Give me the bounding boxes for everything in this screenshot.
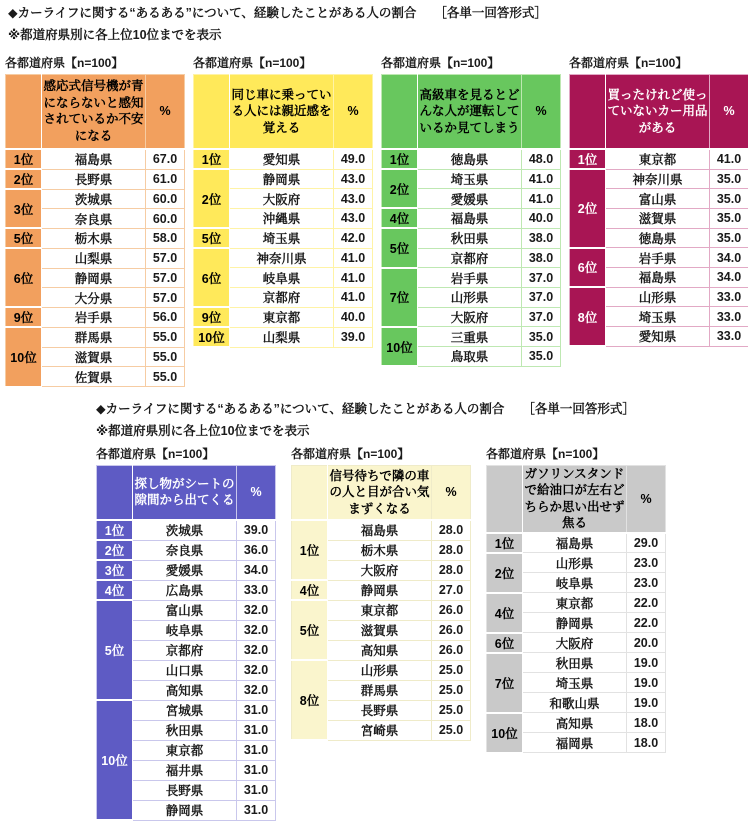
prefecture-cell: 埼玉県 [418, 169, 522, 189]
prefecture-cell: 山形県 [523, 553, 627, 573]
prefecture-cell: 奈良県 [42, 209, 146, 229]
value-cell: 41.0 [522, 189, 561, 209]
report-note: ※都道府県別に各上位10位までを表示 [8, 28, 222, 43]
answer-format-label: ［各単一回答形式］ [434, 6, 547, 20]
value-cell: 67.0 [146, 149, 185, 169]
rank-column-header [487, 465, 523, 533]
rank-column-header [570, 74, 606, 149]
table-row [292, 660, 471, 680]
rank-cell: 2位 [570, 169, 606, 248]
rank-cell: 1位 [292, 520, 328, 580]
rank-cell: 10位 [97, 700, 133, 820]
value-cell: 41.0 [710, 149, 748, 169]
rank-cell: 1位 [6, 149, 42, 169]
table-row [487, 533, 666, 553]
prefecture-cell: 愛媛県 [418, 189, 522, 209]
rank-cell: 10位 [194, 327, 230, 347]
ranking-table-block [486, 446, 665, 754]
value-cell: 19.0 [627, 673, 666, 693]
value-cell: 38.0 [522, 228, 561, 248]
rank-cell: 9位 [6, 307, 42, 327]
table-row [487, 553, 666, 573]
value-cell: 55.0 [146, 367, 185, 387]
value-cell: 19.0 [627, 693, 666, 713]
value-cell: 40.0 [522, 208, 561, 228]
table-row [6, 307, 185, 327]
value-cell: 43.0 [334, 169, 373, 189]
prefecture-cell: 福島県 [523, 533, 627, 553]
value-cell: 25.0 [432, 720, 471, 740]
value-cell: 39.0 [334, 327, 373, 347]
prefecture-cell: 鳥取県 [418, 347, 522, 367]
value-cell: 35.0 [710, 228, 748, 248]
prefecture-cell: 京都府 [133, 640, 237, 660]
table-row [382, 228, 561, 248]
report-title: ◆カーライフに関する“あるある”について、経験したことがある人の割合 [8, 6, 417, 20]
table-row [97, 700, 276, 720]
table-row [382, 169, 561, 189]
prefecture-cell: 高知県 [328, 640, 432, 660]
value-cell: 40.0 [334, 307, 373, 327]
value-cell: 32.0 [237, 680, 276, 700]
value-cell: 34.0 [237, 560, 276, 580]
table-row [292, 520, 471, 540]
prefecture-cell: 愛知県 [606, 327, 710, 347]
rank-cell: 10位 [382, 327, 418, 366]
prefecture-cell: 秋田県 [523, 653, 627, 673]
prefecture-cell: 滋賀県 [42, 347, 146, 367]
value-cell: 26.0 [432, 600, 471, 620]
rank-cell: 6位 [570, 248, 606, 287]
section-title-row [96, 401, 746, 417]
value-cell: 35.0 [710, 189, 748, 209]
panel-label: 各都道府県【n=100】 [486, 446, 605, 461]
prefecture-cell: 佐賀県 [42, 367, 146, 387]
value-cell: 60.0 [146, 189, 185, 209]
prefecture-cell: 東京都 [523, 593, 627, 613]
rank-cell: 10位 [6, 327, 42, 386]
rank-cell: 5位 [194, 228, 230, 248]
rank-cell: 1位 [487, 533, 523, 553]
table-row [97, 580, 276, 600]
rank-cell: 2位 [382, 169, 418, 208]
prefecture-cell: 富山県 [133, 600, 237, 620]
prefecture-cell: 宮城県 [133, 700, 237, 720]
prefecture-cell: 山形県 [328, 660, 432, 680]
rank-cell: 1位 [570, 149, 606, 169]
rank-cell: 3位 [6, 189, 42, 228]
prefecture-cell: 静岡県 [42, 268, 146, 288]
value-cell: 41.0 [522, 169, 561, 189]
prefecture-cell: 山梨県 [230, 327, 334, 347]
table-row [487, 653, 666, 673]
value-cell: 29.0 [627, 533, 666, 553]
value-cell: 31.0 [237, 780, 276, 800]
table-row [6, 248, 185, 268]
rank-cell: 3位 [97, 560, 133, 580]
question-header: 探し物がシートの隙間から出てくる [133, 465, 237, 520]
prefecture-cell: 長野県 [42, 169, 146, 189]
prefecture-cell: 岩手県 [418, 268, 522, 288]
rank-cell: 4位 [487, 593, 523, 633]
ranking-table-block [569, 55, 748, 348]
prefecture-cell: 群馬県 [42, 327, 146, 347]
prefecture-cell: 岩手県 [606, 248, 710, 268]
prefecture-cell: 東京都 [133, 740, 237, 760]
value-cell: 60.0 [146, 209, 185, 229]
value-cell: 25.0 [432, 660, 471, 680]
prefecture-cell: 高知県 [133, 680, 237, 700]
value-cell: 28.0 [432, 560, 471, 580]
table-row [6, 228, 185, 248]
percent-header: % [237, 465, 276, 520]
question-header: ガソリンスタンドで給油口が左右どちらか思い出せず焦る [523, 465, 627, 533]
prefecture-cell: 大阪府 [418, 307, 522, 327]
table-row [194, 307, 373, 327]
value-cell: 42.0 [334, 228, 373, 248]
prefecture-cell: 茨城県 [133, 520, 237, 540]
ranking-table [193, 74, 373, 349]
prefecture-cell: 静岡県 [523, 613, 627, 633]
value-cell: 34.0 [710, 267, 748, 287]
value-cell: 23.0 [627, 553, 666, 573]
value-cell: 55.0 [146, 347, 185, 367]
prefecture-cell: 滋賀県 [328, 620, 432, 640]
prefecture-cell: 神奈川県 [230, 248, 334, 268]
prefecture-cell: 長野県 [133, 780, 237, 800]
prefecture-cell: 高知県 [523, 713, 627, 733]
table-row [97, 540, 276, 560]
section-bottom [96, 401, 746, 821]
prefecture-cell: 福島県 [418, 208, 522, 228]
table-row [194, 248, 373, 268]
question-header: 高級車を見るとどんな人が運転しているか見てしまう [418, 74, 522, 149]
value-cell: 28.0 [432, 520, 471, 540]
prefecture-cell: 東京都 [230, 307, 334, 327]
ranking-table-block [381, 55, 560, 368]
prefecture-cell: 神奈川県 [606, 169, 710, 189]
rank-cell: 2位 [6, 169, 42, 189]
table-row [382, 327, 561, 347]
value-cell: 49.0 [334, 149, 373, 169]
table-row [97, 600, 276, 620]
value-cell: 31.0 [237, 700, 276, 720]
value-cell: 25.0 [432, 700, 471, 720]
ranking-table [381, 74, 561, 368]
prefecture-cell: 大阪府 [230, 189, 334, 209]
panel-label: 各都道府県【n=100】 [5, 55, 124, 70]
prefecture-cell: 静岡県 [133, 800, 237, 820]
prefecture-cell: 徳島県 [606, 228, 710, 248]
value-cell: 31.0 [237, 720, 276, 740]
value-cell: 39.0 [237, 520, 276, 540]
value-cell: 28.0 [432, 540, 471, 560]
value-cell: 33.0 [710, 307, 748, 327]
prefecture-cell: 長野県 [328, 700, 432, 720]
prefecture-cell: 京都府 [418, 248, 522, 268]
value-cell: 31.0 [237, 760, 276, 780]
percent-header: % [627, 465, 666, 533]
table-row [6, 169, 185, 189]
question-header: 感応式信号機が青にならないと感知されているか不安になる [42, 74, 146, 149]
prefecture-cell: 大阪府 [523, 633, 627, 653]
value-cell: 20.0 [627, 633, 666, 653]
prefecture-cell: 富山県 [606, 189, 710, 209]
value-cell: 56.0 [146, 307, 185, 327]
prefecture-cell: 福井県 [133, 760, 237, 780]
rank-cell: 6位 [6, 248, 42, 307]
prefecture-cell: 静岡県 [328, 580, 432, 600]
value-cell: 35.0 [710, 169, 748, 189]
prefecture-cell: 東京都 [328, 600, 432, 620]
prefecture-cell: 京都府 [230, 287, 334, 307]
rank-column-header [382, 74, 418, 149]
value-cell: 32.0 [237, 620, 276, 640]
prefecture-cell: 福島県 [606, 267, 710, 287]
prefecture-cell: 静岡県 [230, 169, 334, 189]
table-row [487, 633, 666, 653]
value-cell: 32.0 [237, 600, 276, 620]
prefecture-cell: 岩手県 [42, 307, 146, 327]
value-cell: 26.0 [432, 640, 471, 660]
value-cell: 34.0 [710, 248, 748, 268]
value-cell: 38.0 [522, 248, 561, 268]
value-cell: 32.0 [237, 640, 276, 660]
rank-cell: 8位 [570, 287, 606, 346]
table-row [194, 169, 373, 189]
value-cell: 37.0 [522, 307, 561, 327]
value-cell: 33.0 [237, 580, 276, 600]
value-cell: 32.0 [237, 660, 276, 680]
value-cell: 41.0 [334, 287, 373, 307]
question-header: 信号待ちで隣の車の人と目が合い気まずくなる [328, 465, 432, 520]
value-cell: 41.0 [334, 248, 373, 268]
rank-cell: 7位 [382, 268, 418, 327]
prefecture-cell: 福島県 [42, 149, 146, 169]
rank-cell: 7位 [487, 653, 523, 713]
ranking-table-block [5, 55, 184, 388]
table-row [292, 580, 471, 600]
prefecture-cell: 愛媛県 [133, 560, 237, 580]
value-cell: 27.0 [432, 580, 471, 600]
ranking-table-block [193, 55, 372, 349]
ranking-table [96, 465, 276, 822]
table-row [570, 149, 748, 169]
value-cell: 35.0 [522, 327, 561, 347]
prefecture-cell: 沖縄県 [230, 208, 334, 228]
table-row [194, 228, 373, 248]
table-row [487, 713, 666, 733]
prefecture-cell: 福岡県 [523, 733, 627, 753]
prefecture-cell: 埼玉県 [523, 673, 627, 693]
value-cell: 18.0 [627, 733, 666, 753]
rank-cell: 9位 [194, 307, 230, 327]
rank-cell: 1位 [97, 520, 133, 540]
report-title: ◆カーライフに関する“あるある”について、経験したことがある人の割合 [96, 402, 505, 416]
table-row [6, 189, 185, 209]
prefecture-cell: 徳島県 [418, 149, 522, 169]
value-cell: 57.0 [146, 268, 185, 288]
percent-header: % [710, 74, 748, 149]
value-cell: 25.0 [432, 680, 471, 700]
report-note: ※都道府県別に各上位10位までを表示 [96, 424, 310, 439]
percent-header: % [146, 74, 185, 149]
value-cell: 31.0 [237, 740, 276, 760]
prefecture-cell: 滋賀県 [606, 208, 710, 228]
ranking-table [486, 465, 666, 754]
ranking-table [569, 74, 748, 348]
value-cell: 58.0 [146, 228, 185, 248]
prefecture-cell: 東京都 [606, 149, 710, 169]
table-row [382, 268, 561, 288]
value-cell: 48.0 [522, 149, 561, 169]
rank-cell: 5位 [382, 228, 418, 267]
table-row [382, 149, 561, 169]
prefecture-cell: 福島県 [328, 520, 432, 540]
table-row [570, 169, 748, 189]
value-cell: 43.0 [334, 208, 373, 228]
value-cell: 41.0 [334, 268, 373, 288]
ranking-tables-row [96, 446, 746, 822]
ranking-tables-row [5, 55, 746, 388]
table-row [292, 600, 471, 620]
prefecture-cell: 山梨県 [42, 248, 146, 268]
prefecture-cell: 大分県 [42, 288, 146, 308]
rank-column-header [194, 74, 230, 149]
table-row [97, 520, 276, 540]
value-cell: 19.0 [627, 653, 666, 673]
rank-column-header [292, 465, 328, 520]
ranking-table [291, 465, 471, 742]
prefecture-cell: 岐阜県 [523, 573, 627, 593]
rank-cell: 5位 [292, 600, 328, 660]
section-title-row [8, 5, 746, 21]
value-cell: 33.0 [710, 327, 748, 347]
rank-cell: 4位 [97, 580, 133, 600]
prefecture-cell: 奈良県 [133, 540, 237, 560]
table-row [6, 327, 185, 347]
prefecture-cell: 岐阜県 [133, 620, 237, 640]
panel-label: 各都道府県【n=100】 [96, 446, 215, 461]
percent-header: % [432, 465, 471, 520]
value-cell: 57.0 [146, 248, 185, 268]
prefecture-cell: 三重県 [418, 327, 522, 347]
value-cell: 23.0 [627, 573, 666, 593]
section-top [5, 5, 746, 388]
ranking-table-block [291, 446, 470, 742]
table-row [570, 287, 748, 307]
rank-column-header [6, 74, 42, 149]
prefecture-cell: 群馬県 [328, 680, 432, 700]
value-cell: 36.0 [237, 540, 276, 560]
table-row [97, 560, 276, 580]
prefecture-cell: 大阪府 [328, 560, 432, 580]
value-cell: 31.0 [237, 800, 276, 820]
value-cell: 57.0 [146, 288, 185, 308]
rank-cell: 8位 [292, 660, 328, 740]
rank-cell: 10位 [487, 713, 523, 753]
prefecture-cell: 宮崎県 [328, 720, 432, 740]
value-cell: 33.0 [710, 287, 748, 307]
value-cell: 35.0 [710, 208, 748, 228]
value-cell: 55.0 [146, 327, 185, 347]
rank-cell: 6位 [487, 633, 523, 653]
prefecture-cell: 秋田県 [418, 228, 522, 248]
prefecture-cell: 愛知県 [230, 149, 334, 169]
prefecture-cell: 栃木県 [328, 540, 432, 560]
panel-label: 各都道府県【n=100】 [381, 55, 500, 70]
panel-label: 各都道府県【n=100】 [569, 55, 688, 70]
percent-header: % [334, 74, 373, 149]
prefecture-cell: 埼玉県 [230, 228, 334, 248]
rank-cell: 6位 [194, 248, 230, 307]
value-cell: 26.0 [432, 620, 471, 640]
prefecture-cell: 埼玉県 [606, 307, 710, 327]
rank-cell: 2位 [487, 553, 523, 593]
panel-label: 各都道府県【n=100】 [291, 446, 410, 461]
prefecture-cell: 岐阜県 [230, 268, 334, 288]
rank-cell: 4位 [292, 580, 328, 600]
prefecture-cell: 山形県 [606, 287, 710, 307]
panel-label: 各都道府県【n=100】 [193, 55, 312, 70]
rank-cell: 5位 [6, 228, 42, 248]
prefecture-cell: 和歌山県 [523, 693, 627, 713]
rank-cell: 2位 [194, 169, 230, 228]
rank-cell: 1位 [382, 149, 418, 169]
rank-cell: 5位 [97, 600, 133, 700]
table-row [382, 208, 561, 228]
percent-header: % [522, 74, 561, 149]
prefecture-cell: 広島県 [133, 580, 237, 600]
table-row [487, 593, 666, 613]
prefecture-cell: 山形県 [418, 287, 522, 307]
rank-column-header [97, 465, 133, 520]
table-row [570, 248, 748, 268]
value-cell: 22.0 [627, 613, 666, 633]
table-row [6, 149, 185, 169]
ranking-table-block [96, 446, 275, 822]
table-row [194, 149, 373, 169]
value-cell: 22.0 [627, 593, 666, 613]
value-cell: 37.0 [522, 287, 561, 307]
prefecture-cell: 茨城県 [42, 189, 146, 209]
value-cell: 61.0 [146, 169, 185, 189]
rank-cell: 4位 [382, 208, 418, 228]
question-header: 同じ車に乗っている人には親近感を覚える [230, 74, 334, 149]
answer-format-label: ［各単一回答形式］ [522, 402, 635, 416]
value-cell: 18.0 [627, 713, 666, 733]
rank-cell: 2位 [97, 540, 133, 560]
table-row [194, 327, 373, 347]
value-cell: 43.0 [334, 189, 373, 209]
ranking-table [5, 74, 185, 388]
prefecture-cell: 秋田県 [133, 720, 237, 740]
question-header: 買ったけれど使っていないカー用品がある [606, 74, 710, 149]
value-cell: 35.0 [522, 347, 561, 367]
prefecture-cell: 栃木県 [42, 228, 146, 248]
rank-cell: 1位 [194, 149, 230, 169]
prefecture-cell: 山口県 [133, 660, 237, 680]
value-cell: 37.0 [522, 268, 561, 288]
